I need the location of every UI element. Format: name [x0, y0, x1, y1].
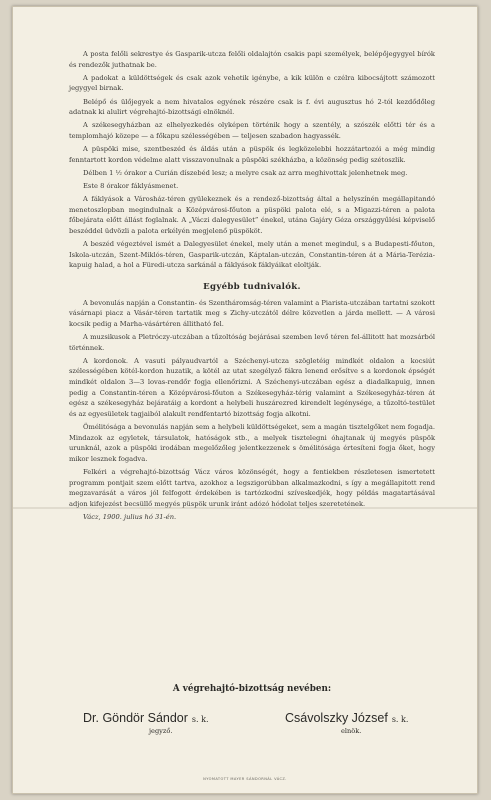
signatory-name: Dr. Göndör Sándor [83, 711, 188, 725]
signature-secretary [83, 707, 209, 735]
signatory-name: Csávolszky József [285, 711, 388, 725]
paragraph: A posta felőli sekrestye és Gasparik-utcza felőli oldalajtón csakis papi személyek, belépőjegygyel bírók és rendezők juthatnak be. [69, 50, 435, 69]
date-line: Vácz, 1900. julius hó 31-én. [83, 512, 177, 521]
signatory-role: jegyző. [149, 727, 173, 735]
section-heading: Egyébb tudnivalók. [203, 282, 301, 293]
paragraph: A kordonok. A vasuti pályaudvartól a Széchenyi-utcza szögletéig mindkét oldalon a kocsiút szélességében kötél-kordon huzatik, a kötél az utat szegélyző fákra lenend erősítve s a kordonok épségét mindkét oldalon 3—3 lovas-rendőr fogja ellenőrizni. A Széchenyi-utczában egész a diadalkapuig, innen pedig a Constantin-téren a Középvárosi-főuton a Székesegyház-térig valamint a Székesegyház-téren át egész a székesegyház bejáratáig a kordont a helybeli huszárezred kirendelt legénysége, a tűzoltó-testület és az egyesületek tagjaiból alakult rendfentartó bizottság fogja alkotni. [69, 356, 435, 418]
paragraph: Délben 1 ½ órakor a Curián díszebéd lesz; a melyre csak az arra meghivottak jelenhetnek meg. [83, 168, 408, 177]
paragraph: A püspöki mise, szentbeszéd és áldás után a püspök és legközelebbi hozzátartozói a még mindig fenntartott kordon védelme alatt visszavonulnak a püspöki székházba, a közönség pedig szétoszlik. [69, 145, 435, 164]
paragraph: A fáklyások a Városház-téren gyülekeznek és a rendező-bizottság által a helyszínén megállapitandó menetoszlopban megindulnak a Középvárosi-főuton a püspöki palota elé, s a Migazzi-téren a palota főbejárata előtt állást foglalnak. A „Váczi dalegyesület” énekel, utána Gajáry Géza országgyűlési képviselő beszéddel üdvözli a palota erkélyén megjelenő püspököt. [69, 195, 435, 236]
signatory-sk: s. k. [191, 715, 209, 724]
document-body [69, 49, 435, 525]
paragraph: A székesegyházban az elhelyezkedés olyképen történik hogy a szentély, a szószék előtti tér és a templomhajó közepe — a főkapu szélességében — teljesen szabadon hagyassék. [69, 121, 435, 140]
paragraph: Este 8 órakor fáklyásmenet. [83, 182, 179, 191]
paragraph: Belépő és ülőjegyek a nem hivatalos egyének részére csak is f. évi augusztus hó 2-tól kezdődőleg adatnak ki alulirt végrehajtó-bizottsági elnöknél. [69, 97, 435, 117]
paragraph: Felkéri a végrehajtó-bizottság Vácz város közönségét, hogy a fentiekben részletesen ismertetett programm pontjait szem előtt tartva, azokhoz a legszigorúbban alkalmazkodni, s így a megállapitott rend megzavarását a város jól felfogott érdekében is tartózkodni szíveskedjék, hogy példás magatartásával adjon kifejezést becsüllő megyés püspök urunk iránt adózó hódolat teljes szeretetének. [69, 467, 435, 508]
paragraph: Ömélitósága a bevonulás napján sem a helybeli küldöttségeket, sem a magán tisztelgőket nem fogadja. Mindazok az egyletek, társulatok, hatóságok stb., a melyek tisztelegni óhajtanak új megyés püspök urunknál, azok a püspöki irodában megelőzőleg jelentkezzenek s ömélitósága értesíteni fogja őket, hogy mikor lesznek fogadva. [69, 422, 435, 463]
paragraph: A padokat a küldöttségek és csak azok vehetik igénybe, a kik külön e czélra kibocsájtott számozott jegygyel birnak. [69, 73, 435, 93]
signatory-role: elnök. [341, 727, 362, 735]
paragraph: A bevonulás napján a Constantin- és Szentháromság-téren valamint a Piarista-utczában tartatni szokott vásárnapi piacz a Vásár-téren tartatik meg s Zichy-utczától délre közvetlen a járda mellett. — A városi kocsik pedig a Marha-vásártéren állitható fel. [69, 298, 435, 328]
signatory-sk: s. k. [391, 715, 409, 724]
signature-chairman [285, 707, 408, 735]
printer-imprint: NYOMATOTT MAYER SÁNDORNÁL VÁCZ. [203, 777, 287, 781]
document-sheet [12, 6, 478, 794]
paragraph: A muzsikusok a Pletróczy-utczában a tűzoltóság bejárásai szemben levő téren fel-állitott hat mozsárból történnek. [69, 333, 435, 352]
paragraph: A beszéd végeztével ismét a Dalegyesület énekel, mely után a menet megindul, s a Budapesti-főuton, Iskola-utczán, Szent-Miklós-téren, Gasparik-utczán, Káptalan-utczán, Constantin-téren át a Mária-Terézia-kapuig halad, a hol a Füredi-utcza sarkánál a fáklyások fáklyáikat eloltják. [69, 240, 435, 270]
committee-title: A végrehajtó-bizottság nevében: [172, 684, 332, 694]
